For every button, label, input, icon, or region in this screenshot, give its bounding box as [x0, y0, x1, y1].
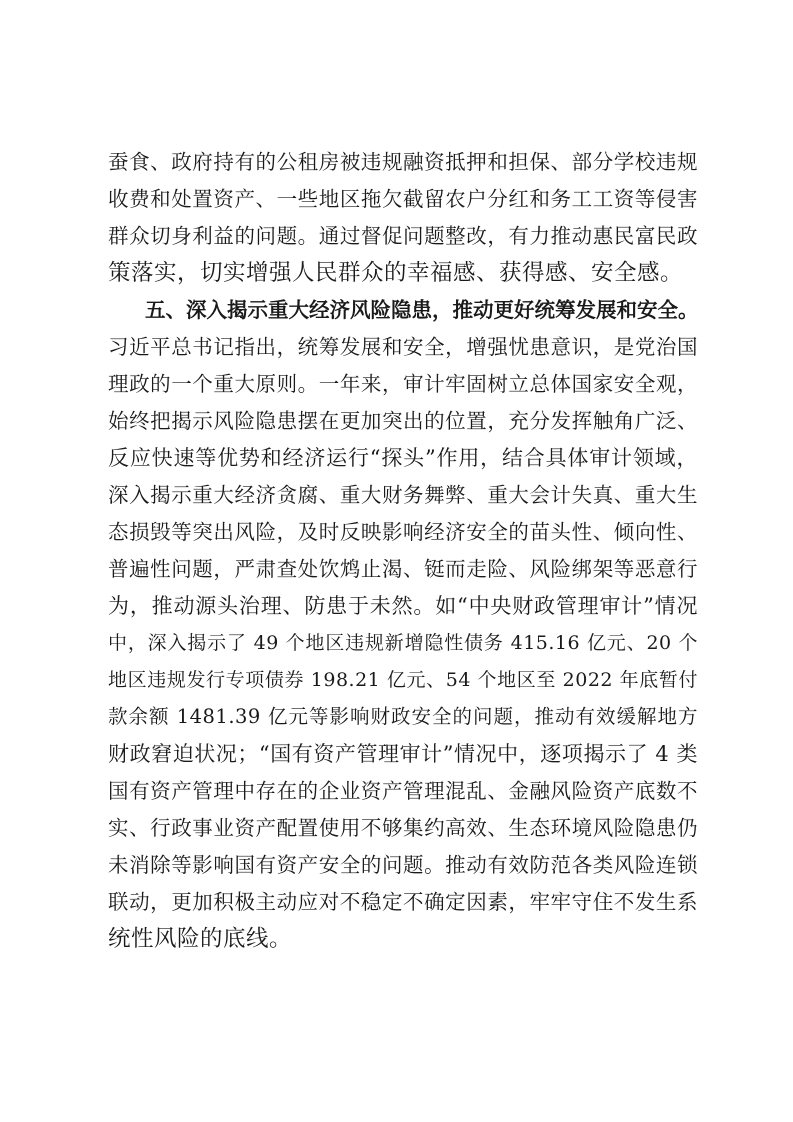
text-line: 款余额 1481.39 亿元等影响财政安全的问题，推动有效缓解地方: [108, 705, 698, 728]
text-line: 联动，更加积极主动应对不稳定不确定因素，牢牢守住不发生系: [108, 890, 698, 914]
section-heading: 五、深入揭示重大经济风险隐患，推动更好统筹发展和安全。: [145, 298, 699, 322]
text-line: 群众切身利益的问题。通过督促问题整改，有力推动惠民富民政: [108, 224, 698, 248]
text-line: 习近平总书记指出，统筹发展和安全，增强忧患意识，是党治国: [108, 335, 698, 359]
text-line: 策落实，切实增强人民群众的幸福感、获得感、安全感。: [108, 260, 684, 286]
text-line: 中，深入揭示了 49 个地区违规新增隐性债务 415.16 亿元、20 个: [108, 632, 698, 654]
text-line: 收费和处置资产、一些地区拖欠截留农户分红和务工工资等侵害: [108, 187, 698, 211]
text-line: 普遍性问题，严肃查处饮鸩止渴、铤而走险、风险绑架等恶意行: [108, 557, 698, 581]
text-line: 深入揭示重大经济贪腐、重大财务舞弊、重大会计失真、重大生: [108, 483, 698, 507]
text-line: 实、行政事业资产配置使用不够集约高效、生态环境风险隐患仍: [108, 816, 698, 840]
text-line: 统性风险的底线。: [108, 926, 293, 952]
text-line: 蚕食、政府持有的公租房被违规融资抵押和担保、部分学校违规: [108, 150, 698, 174]
text-line: 地区违规发行专项债券 198.21 亿元、54 个地区至 2022 年底暂付: [108, 669, 698, 691]
text-line: 国有资产管理中存在的企业资产管理混乱、金融风险资产底数不: [108, 779, 698, 803]
text-line: 反应快速等优势和经济运行“探头”作用，结合具体审计领域，: [108, 446, 698, 470]
text-line: 为，推动源头治理、防患于未然。如“中央财政管理审计”情况: [108, 594, 698, 618]
text-line: 未消除等影响国有资产安全的问题。推动有效防范各类风险连锁: [108, 853, 698, 877]
text-line: 态损毁等突出风险，及时反映影响经济安全的苗头性、倾向性、: [108, 520, 698, 544]
text-line: 始终把揭示风险隐患摆在更加突出的位置，充分发挥触角广泛、: [108, 409, 698, 433]
text-line: 财政窘迫状况；“国有资产管理审计”情况中，逐项揭示了 4 类: [108, 742, 698, 766]
text-line: 理政的一个重大原则。一年来，审计牢固树立总体国家安全观，: [108, 372, 698, 396]
